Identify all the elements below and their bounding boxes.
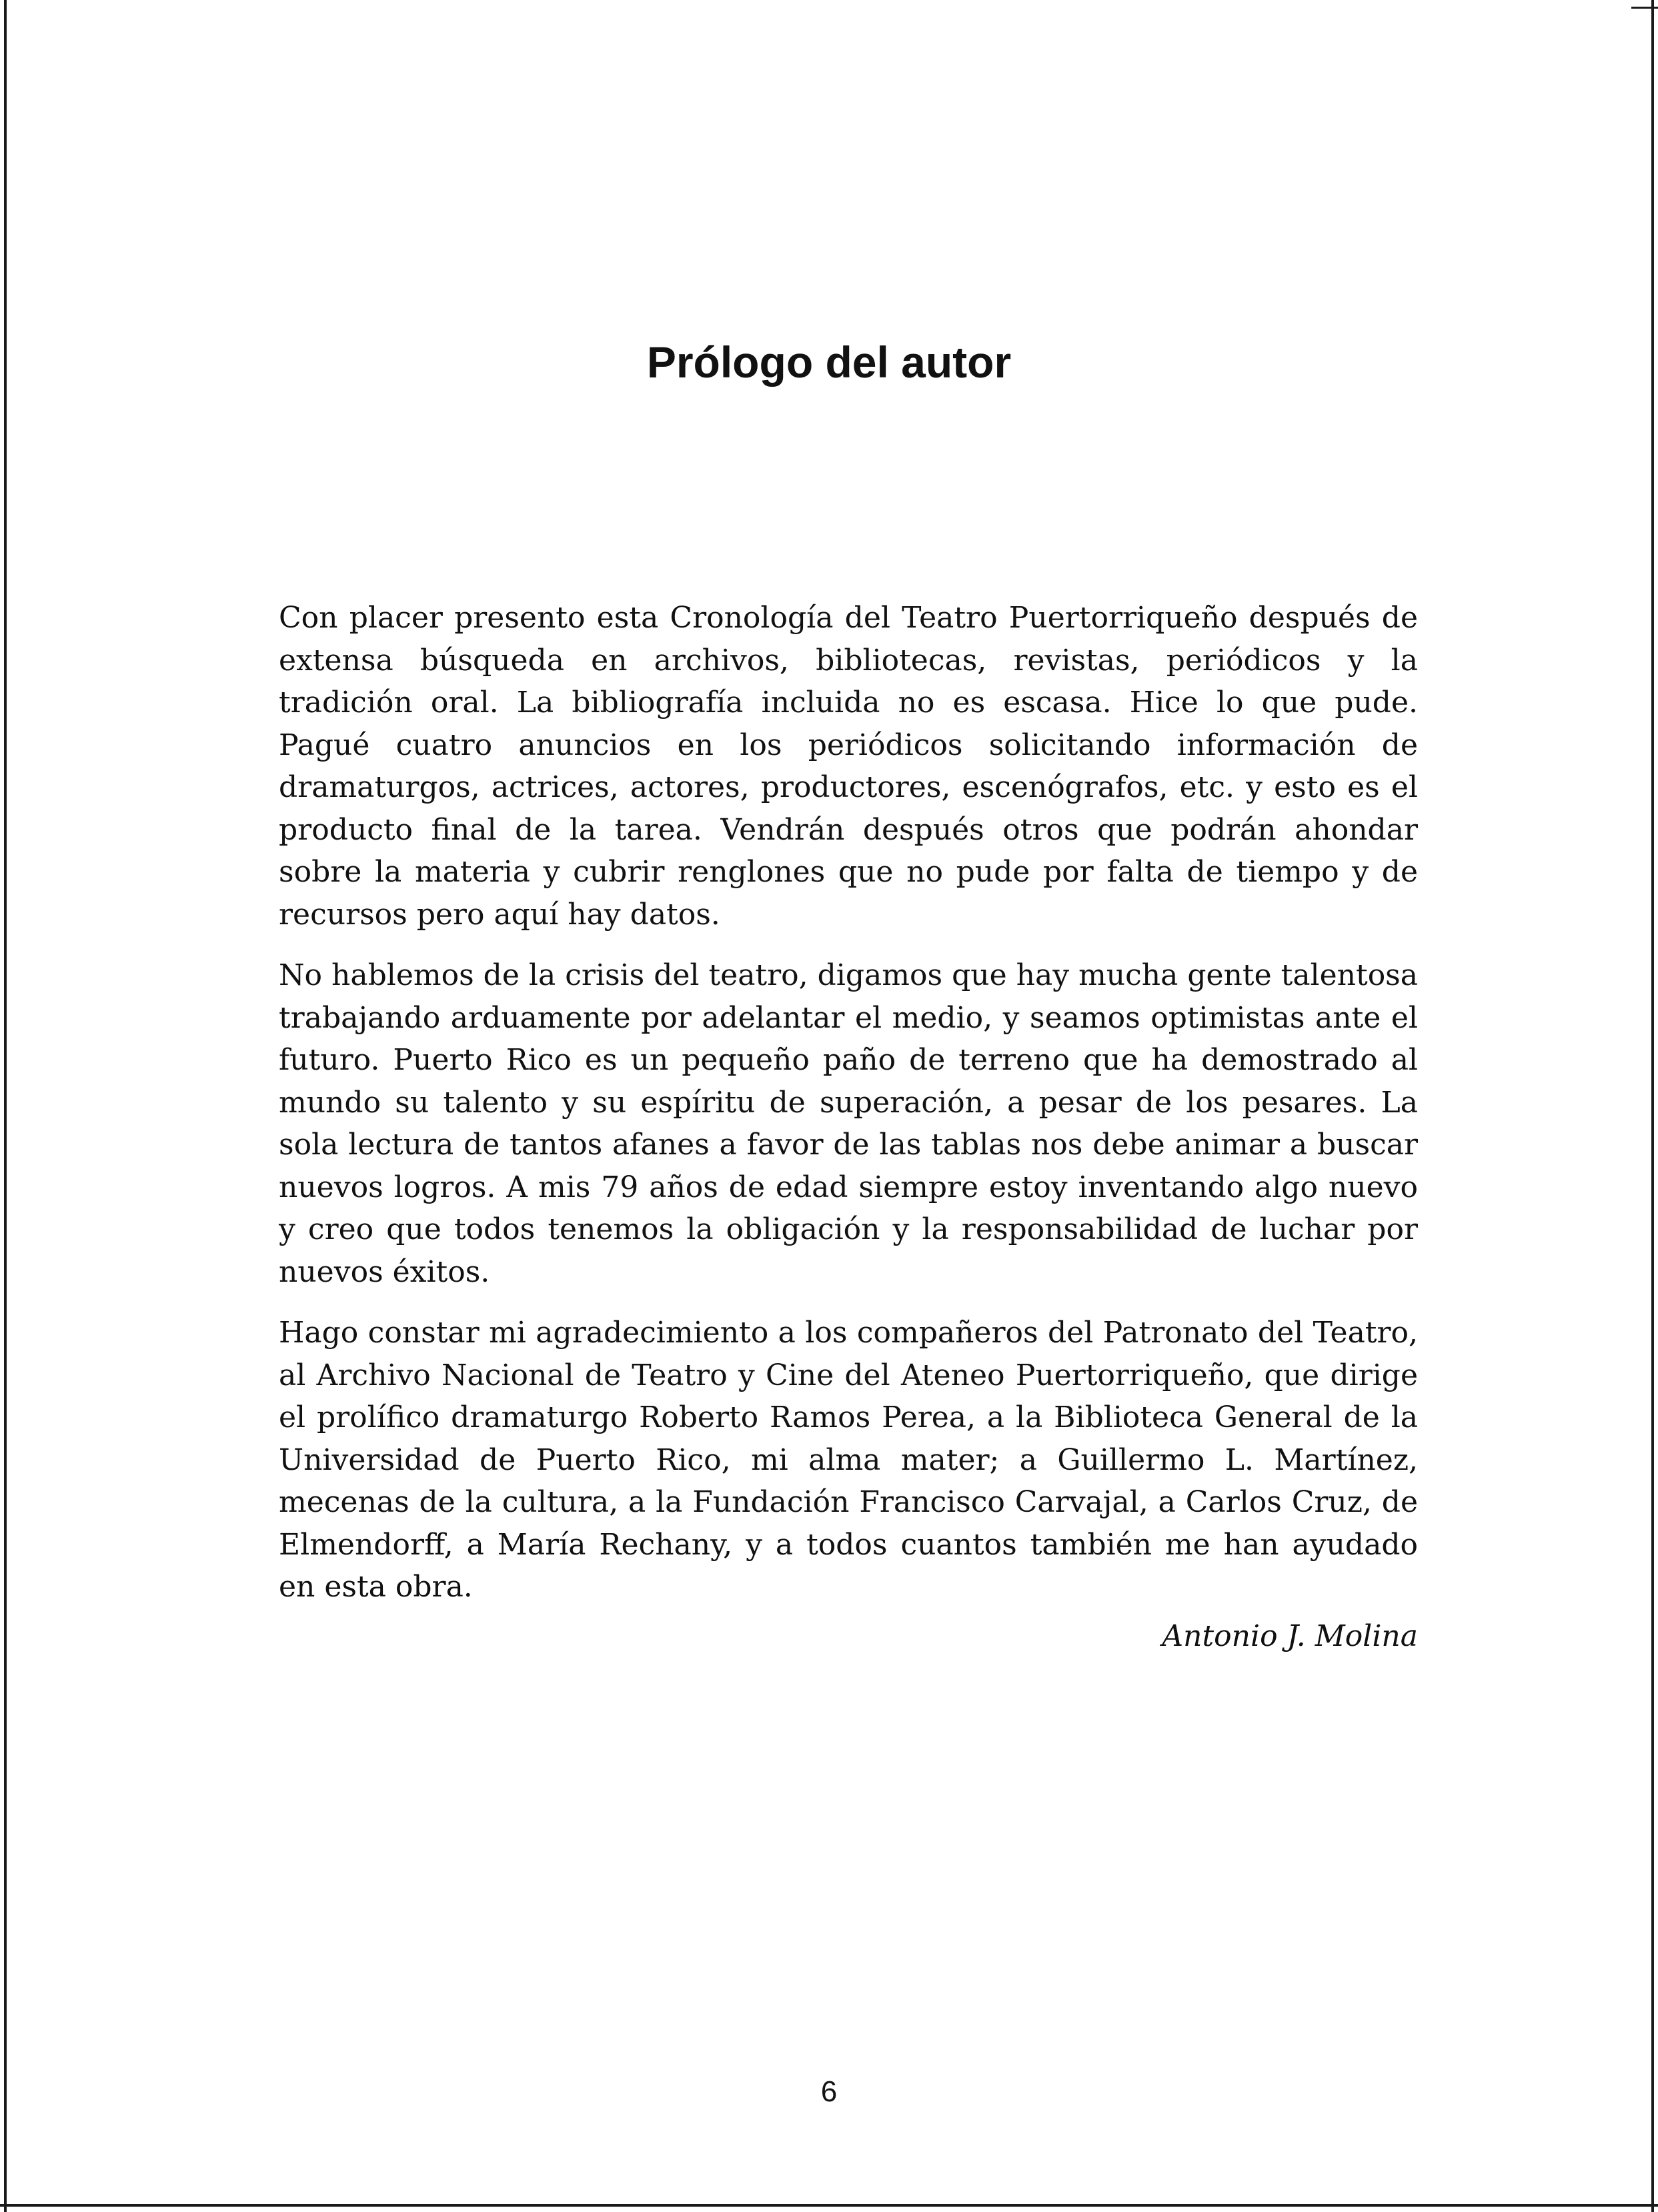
scan-corner-mark (1631, 7, 1658, 9)
paragraph-2: No hablemos de la crisis del teatro, digamos que hay mucha gente talentosa trabajando arduamente por adelantar el medio, y seamos optimistas ante el futuro. Puerto Rico es un pequeño paño de terreno que ha demostrado al mundo su talento y su espíritu de superación, a pesar de los pesares. La sola lectura de tantos afanes a favor de las tablas nos debe animar a buscar nuevos logros. A mis 79 años de edad siempre estoy inventando algo nuevo y creo que todos tenemos la obligación y la responsabilidad de luchar por nuevos éxitos. (279, 958, 1418, 1289)
scan-edge-right (1651, 0, 1654, 2212)
page-title: Prólogo del autor (646, 337, 1012, 387)
paragraph-1: Con placer presento esta Cronología del Teatro Puertorriqueño después de extensa búsqueda en archivos, bibliotecas, revistas, periódicos y la tradición oral. La bibliografía incluida no es escasa. Hice lo que pude. Pagué cuatro anuncios en los periódicos solicitando información de dramaturgos, actrices, actores, productores, escenógrafos, etc. y esto es el producto final de la tarea. Vendrán después otros que podrán ahondar sobre la materia y cubrir renglones que no pude por falta de tiempo y de recursos pero aquí hay datos. (279, 601, 1418, 932)
scan-edge-bottom (0, 2204, 1658, 2207)
author-signature: Antonio J. Molina (1162, 1619, 1418, 1653)
paragraph-3: Hago constar mi agradecimiento a los compañeros del Patronato del Teatro, al Archivo Nacional de Teatro y Cine del Ateneo Puertorriqueño, que dirige el prolífico dramaturgo Roberto Ramos Perea, a la Biblioteca General de la Universidad de Puerto Rico, mi alma mater; a Guillermo L. Martínez, mecenas de la cultura, a la Fundación Francisco Carvajal, a Carlos Cruz, de Elmendorff, a María Rechany, y a todos cuantos también me han ayudado en esta obra. (279, 1316, 1418, 1604)
prologue-body (279, 597, 1418, 1627)
scan-edge-left (4, 0, 7, 2212)
page-number: 6 (820, 2075, 838, 2108)
